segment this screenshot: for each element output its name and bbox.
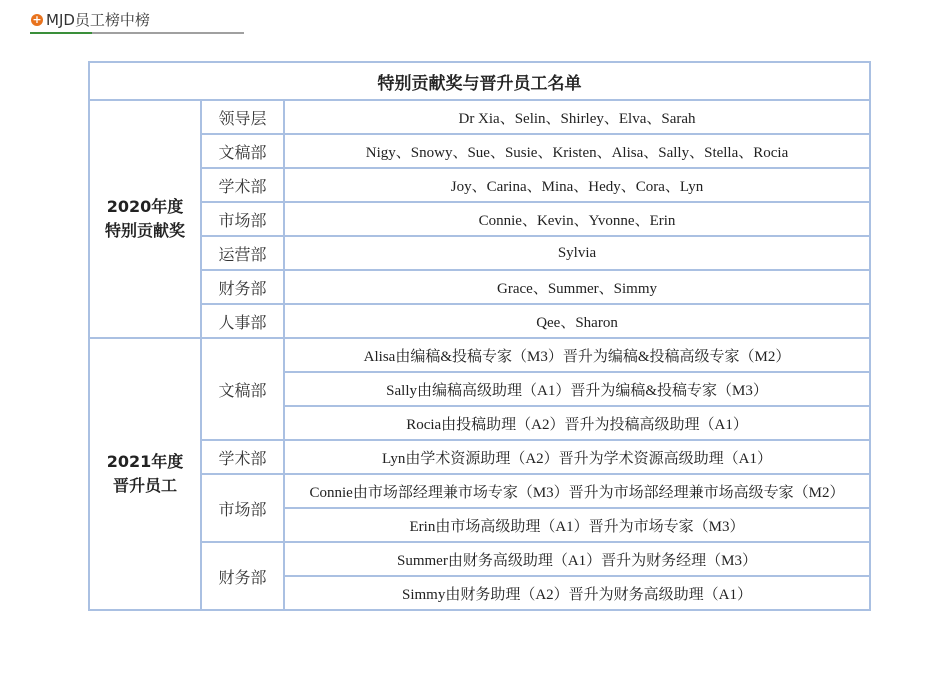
table-row: [89, 202, 870, 236]
page-header: [30, 8, 244, 34]
table-title-row: [89, 62, 870, 100]
honor-list-table: [88, 61, 871, 611]
names-cell: Nigy、Snowy、Sue、Susie、Kristen、Alisa、Sally、Stella、Rocia: [284, 134, 870, 168]
plus-dot-icon: +: [32, 13, 42, 26]
names-cell: Sylvia: [284, 236, 870, 270]
dept-cell: 财务部: [201, 542, 284, 610]
promotion-cell: Alisa由编稿&投稿专家（M3）晋升为编稿&投稿高级专家（M2）: [284, 338, 870, 372]
dept-cell: 市场部: [201, 202, 284, 236]
table-row: [89, 440, 870, 474]
table-row: [89, 474, 870, 508]
section-label-2020: 2020年度 特别贡献奖: [89, 100, 201, 338]
promotion-cell: Sally由编稿高级助理（A1）晋升为编稿&投稿专家（M3）: [284, 372, 870, 406]
table-row: [89, 168, 870, 202]
dept-cell: 人事部: [201, 304, 284, 338]
promotion-cell: Lyn由学术资源助理（A2）晋升为学术资源高级助理（A1）: [284, 440, 870, 474]
promotion-cell: Simmy由财务助理（A2）晋升为财务高级助理（A1）: [284, 576, 870, 610]
names-cell: Qee、Sharon: [284, 304, 870, 338]
names-cell: Grace、Summer、Simmy: [284, 270, 870, 304]
table-title: 特别贡献奖与晋升员工名单: [89, 62, 870, 100]
promotion-cell: Connie由市场部经理兼市场专家（M3）晋升为市场部经理兼市场高级专家（M2）: [284, 474, 870, 508]
dept-cell: 市场部: [201, 474, 284, 542]
table-row: [89, 270, 870, 304]
dept-cell: 文稿部: [201, 338, 284, 440]
promotion-cell: Rocia由投稿助理（A2）晋升为投稿高级助理（A1）: [284, 406, 870, 440]
section-label-2021: 2021年度 晋升员工: [89, 338, 201, 610]
dept-cell: 财务部: [201, 270, 284, 304]
page-title: MJD员工榜中榜: [46, 11, 150, 29]
table-row: [89, 100, 870, 134]
dept-cell: 学术部: [201, 440, 284, 474]
dept-cell: 领导层: [201, 100, 284, 134]
table-row: [89, 304, 870, 338]
table-row: [89, 134, 870, 168]
dept-cell: 运营部: [201, 236, 284, 270]
promotion-cell: Erin由市场高级助理（A1）晋升为市场专家（M3）: [284, 508, 870, 542]
header-underline: [30, 32, 244, 34]
names-cell: Connie、Kevin、Yvonne、Erin: [284, 202, 870, 236]
table-row: [89, 338, 870, 372]
dept-cell: 学术部: [201, 168, 284, 202]
promotion-cell: Summer由财务高级助理（A1）晋升为财务经理（M3）: [284, 542, 870, 576]
dept-cell: 文稿部: [201, 134, 284, 168]
names-cell: Dr Xia、Selin、Shirley、Elva、Sarah: [284, 100, 870, 134]
table-row: [89, 236, 870, 270]
table-row: [89, 542, 870, 576]
names-cell: Joy、Carina、Mina、Hedy、Cora、Lyn: [284, 168, 870, 202]
